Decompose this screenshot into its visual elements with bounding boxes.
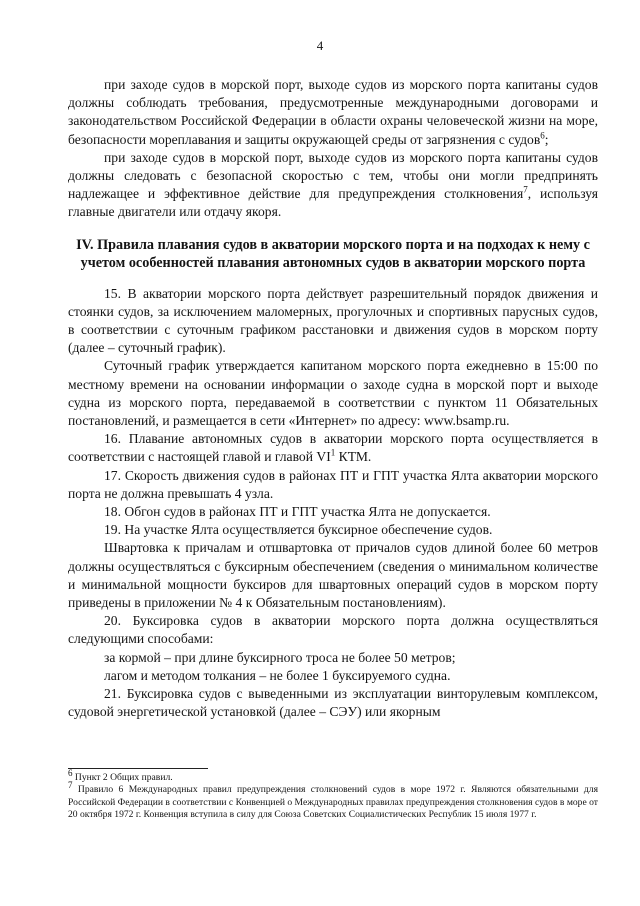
paragraph-19-mooring: Швартовка к причалам и отшвартовка от причалов судов длиной более 60 метров должны осуществляться с буксирным обеспечением (сведения о минимальном количестве и минимальной мощности буксиров для швартовных операций судов в морском порту приведены в приложении № 4 к Обязательным постановлениям). [68, 540, 598, 611]
footnote-divider [68, 768, 208, 769]
paragraph-port-entry-requirements: при заходе судов в морской порт, выходе судов из морского порта капитаны судов должны соблюдать требования, предусмотренные международными договорами и законодательством Российской Федерации в области охраны человеческой жизни на море, безопасности мореплавания и защиты окружающей среды от загрязнения с судов$^6$; [68, 77, 598, 147]
document-body [68, 76, 598, 722]
paragraph-15: 15. В акватории морского порта действует разрешительный порядок движения и стоянки судов, за исключением маломерных, прогулочных и спортивных парусных судов, в соответствии с суточным графиком расстановки и движения судов в морском порту (далее – суточный график). [68, 285, 598, 356]
paragraph-21: 21. Буксировка судов с выведенными из эксплуатации винторулевым комплексом, судовой энергетической установкой (далее – СЭУ) или якорным [68, 686, 598, 720]
page-number: 4 [316, 38, 324, 53]
footnote-ref-7: 7 [523, 184, 528, 195]
paragraph-15-schedule: Суточный график утверждается капитаном морского порта ежедневно в 15:00 по местному времени на основании информации о заходе судна в морской порт и выходе судна из морского порта, передаваемой в соответствии с пунктом 11 Обязательных постановлений, и размещается в сети «Интернет» по адресу: www.bsamp.ru. [68, 358, 598, 429]
paragraph-20-alongside: лагом и методом толкания – не более 1 буксируемого судна. [104, 667, 451, 683]
paragraph-17: 17. Скорость движения судов в районах ПТ и ГПТ участка Ялта акватории морского порта не должна превышать 4 узла. [68, 467, 598, 501]
paragraph-19: 19. На участке Ялта осуществляется буксирное обеспечение судов. [104, 522, 493, 538]
section-heading: IV. Правила плавания судов в акватории морского порта и на подходах к нему с учетом особенностей плавания автономных судов в акватории морского порта [76, 236, 590, 272]
paragraph-safe-speed: при заходе судов в морской порт, выходе судов из морского порта капитаны судов должны следовать с безопасной скоростью с тем, чтобы они могли предпринять надлежащее и эффективное действие для предупреждения столкновения$^7$, используя главные двигатели или отдачу якоря. [68, 149, 598, 220]
footnotes [68, 768, 598, 822]
footnote-ref-6: 6 [540, 130, 545, 141]
footnote-7: $^7$ Правило 6 Международных правил предупреждения столкновений судов в море 1972 г. Являются обязательными для Российской Федерации в соответствии с Конвенцией о Международных правилах предупреждения столкновения судов в море от 20 октября 1972 г. Конвенция вступила в силу для Союза Советских Социалистических Республик 15 июля 1977 г. [68, 780, 598, 821]
paragraph-20: 20. Буксировка судов в акватории морского порта должна осуществляться следующими способами: [68, 613, 598, 647]
paragraph-16: 16. Плавание автономных судов в акватории морского порта осуществляется в соответствии с настоящей главой и главой $VI^1$ КТМ. [68, 431, 598, 465]
paragraph-20-astern: за кормой – при длине буксирного троса не более 50 метров; [104, 649, 456, 665]
footnote-6: $^6$ Пункт 2 Общих правил. [68, 767, 173, 783]
paragraph-18: 18. Обгон судов в районах ПТ и ГПТ участка Ялта не допускается. [104, 504, 491, 520]
